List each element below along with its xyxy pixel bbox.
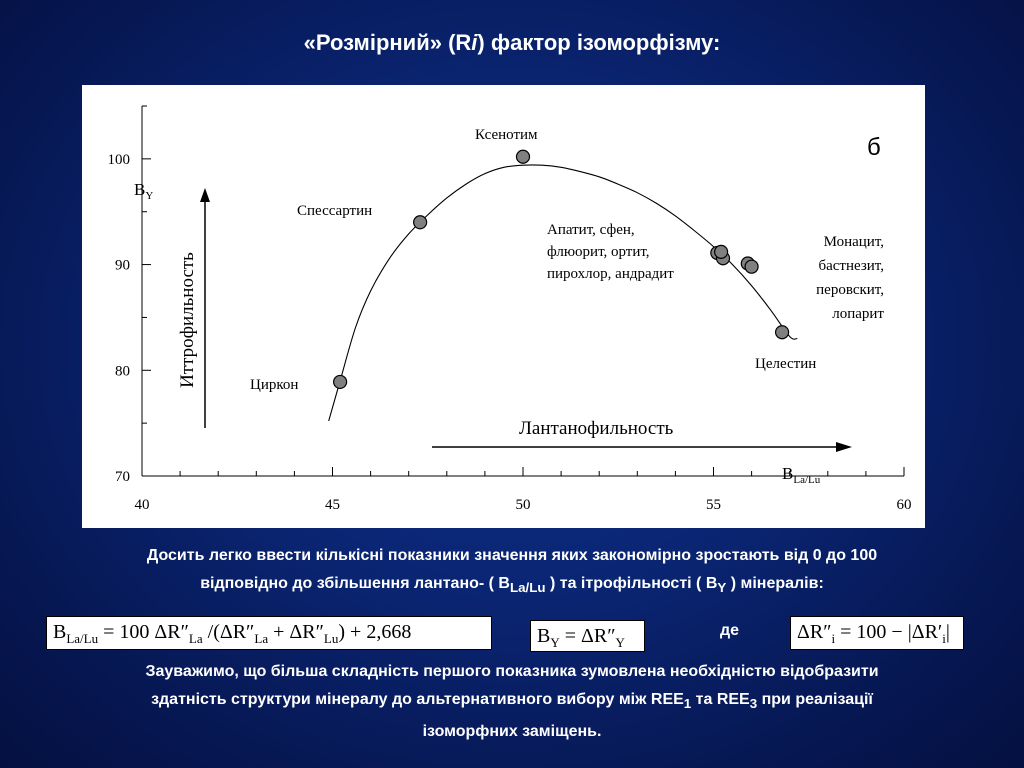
point-label-line: Монацит, bbox=[823, 234, 884, 250]
intro-line-2: відповідно до збільшення лантано- ( $B_{La/Lu}$ ) та ітрофільності ( $B_Y$ ) мінералів: bbox=[200, 575, 824, 596]
data-point bbox=[776, 326, 789, 339]
point-label-line: пирохлор, андрадит bbox=[547, 266, 674, 282]
x-arrow-head bbox=[836, 442, 852, 452]
x-tick-label: 50 bbox=[515, 497, 531, 513]
y-arrow-head bbox=[200, 188, 210, 202]
x-axis-label: $B_{La/Lu}$ bbox=[782, 464, 821, 486]
point-label-line: бастнезит, bbox=[818, 258, 884, 274]
note-line-1: Зауважимо, що більша складність першого показника зумовлена необхідністю відобразити bbox=[145, 663, 879, 680]
x-tick-label: 60 bbox=[896, 497, 912, 513]
y-arrow-label: Иттрофильность bbox=[177, 252, 198, 388]
slide-title: «Розмірний» (Ri) фактор ізоморфізму: bbox=[303, 30, 721, 55]
connector-de: де bbox=[720, 622, 740, 639]
point-label-line: перовскит, bbox=[816, 282, 884, 298]
data-point bbox=[334, 375, 347, 388]
annotations bbox=[250, 127, 884, 393]
chart-panel bbox=[82, 85, 925, 528]
point-label-line: лопарит bbox=[832, 306, 884, 322]
note-line-2: здатність структури мінералу до альтернативного вибору між $REE_1$ та $REE_3$ при реалізації bbox=[151, 691, 873, 712]
point-label bbox=[816, 234, 884, 322]
trend-curve bbox=[329, 165, 798, 421]
intro-line-1: Досить легко ввести кількісні показники значення яких закономірно зростають від 0 до 100 bbox=[146, 547, 878, 564]
chart-ticks bbox=[108, 106, 912, 513]
x-tick-label: 45 bbox=[325, 497, 340, 513]
point-label-line: Апатит, сфен, bbox=[547, 222, 635, 238]
data-point bbox=[745, 260, 758, 273]
point-label-line: Ксенотим bbox=[475, 127, 538, 143]
chart-svg bbox=[82, 85, 925, 528]
point-label-line: Целестин bbox=[755, 356, 817, 372]
panel-letter: б bbox=[867, 134, 881, 161]
data-point bbox=[414, 216, 427, 229]
point-label bbox=[297, 203, 372, 219]
formula-delta-r: $\Delta R''_i = 100 - |\Delta R'_i|$ bbox=[790, 616, 964, 650]
intro-paragraph bbox=[40, 542, 984, 602]
point-label-line: флюорит, ортит, bbox=[547, 244, 650, 260]
point-label bbox=[475, 127, 538, 143]
point-label bbox=[755, 356, 816, 372]
data-point bbox=[517, 150, 530, 163]
formula-b-y: $B_Y = \Delta R''_Y$ bbox=[530, 620, 645, 652]
y-tick-label: 90 bbox=[115, 257, 130, 274]
point-label-line: Циркон bbox=[250, 377, 299, 393]
x-tick-label: 55 bbox=[706, 497, 721, 513]
point-label bbox=[250, 377, 298, 393]
x-arrow-label: Лантанофильность bbox=[519, 418, 674, 439]
y-tick-label: 100 bbox=[107, 151, 130, 168]
data-point bbox=[715, 245, 728, 258]
note-paragraph bbox=[40, 658, 984, 746]
y-axis-label: $B_Y$ bbox=[134, 180, 154, 202]
y-tick-label: 70 bbox=[115, 469, 130, 485]
note-line-3: ізоморфних заміщень. bbox=[422, 723, 602, 741]
point-label bbox=[547, 222, 674, 282]
formula-b-la-lu: $B_{La/Lu} = 100$ $\Delta R''_{La}$ $/(\Delta R''_{La} + \Delta R''_{Lu}) + 2,668$ bbox=[46, 616, 492, 650]
point-label-line: Спессартин bbox=[297, 203, 373, 219]
y-tick-label: 80 bbox=[115, 363, 130, 380]
x-tick-label: 40 bbox=[134, 497, 150, 513]
